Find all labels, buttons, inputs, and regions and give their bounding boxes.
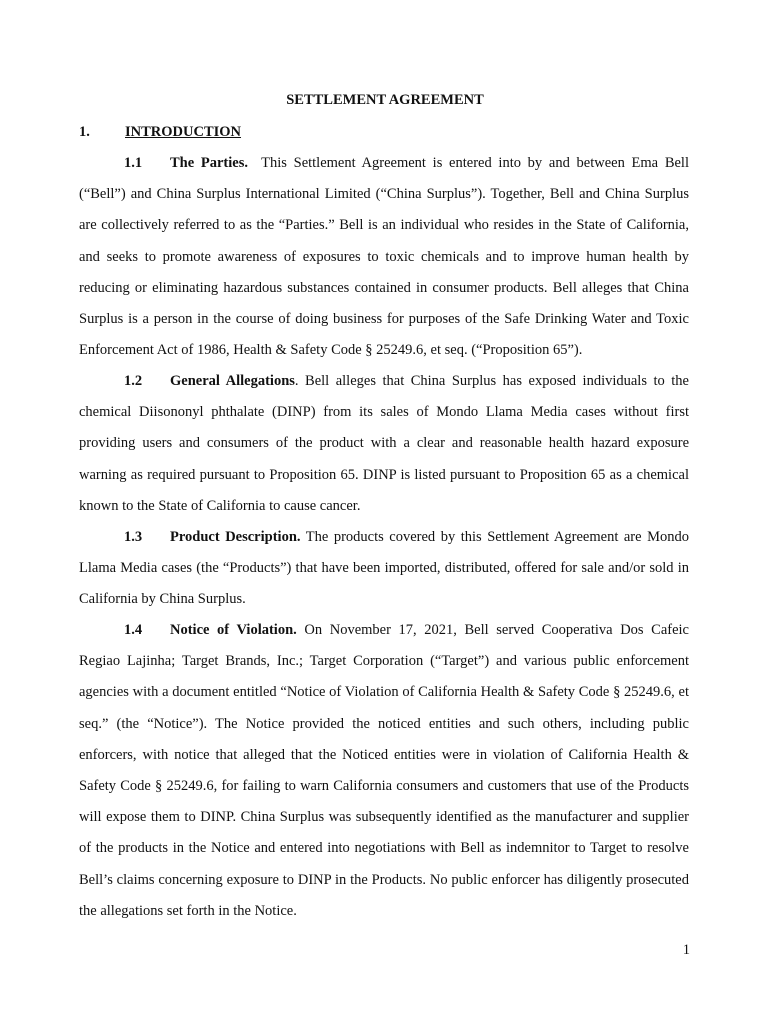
paragraph-heading: General Allegations — [170, 373, 295, 389]
paragraph-number: 1.4 — [124, 622, 143, 638]
paragraph-1-2 — [79, 366, 689, 522]
paragraph-heading: Notice of Violation. — [170, 622, 297, 638]
paragraph-text: . Bell alleges that China Surplus has exposed individuals to the chemical Diisononyl phthalate (DINP) from its sales of Mondo Llama Media cases without first providing users and consumers of the product with a clear and reasonable health hazard exposure warning as required pursuant to Proposition 65. DINP is listed pursuant to Proposition 65 as a chemical known to the State of California to cause cancer. — [79, 373, 689, 514]
document-title: SETTLEMENT AGREEMENT — [286, 92, 484, 108]
paragraph-1-1 — [79, 148, 689, 366]
paragraph-1-4 — [79, 615, 689, 927]
paragraph-number: 1.3 — [124, 529, 143, 545]
paragraph-number: 1.2 — [124, 373, 143, 389]
paragraph-number: 1.1 — [124, 155, 143, 171]
section-title: INTRODUCTION — [125, 124, 242, 140]
paragraph-heading: Product Description. — [170, 529, 301, 545]
paragraph-text: The products covered by this Settlement Agreement are Mondo Llama Media cases (the “Products”) that have been imported, distributed, offered for sale and/or sold in California by China Surplus. — [79, 529, 689, 608]
paragraph-1-3 — [79, 522, 689, 616]
page-number: 1 — [682, 942, 690, 958]
section-heading — [79, 124, 241, 141]
paragraph-heading: The Parties. — [170, 155, 248, 171]
paragraph-text: On November 17, 2021, Bell served Cooperativa Dos Cafeic Regiao Lajinha; Target Brands, Inc.; Target Corporation (“Target”) and various public enforcement agencies with a document entitled “Notice of Violation of California Health & Safety Code § 25249.6, et seq.” (the “Notice”). The Notice provided the noticed entities and such others, including public enforcers, with notice that alleged that the Noticed entities were in violation of California Health & Safety Code § 25249.6, for failing to warn California consumers and customers that use of the Products will expose them to DINP. China Surplus was subsequently identified as the manufacturer and supplier of the products in the Notice and entered into negotiations with Bell as indemnitor to Target to resolve Bell’s claims concerning exposure to DINP in the Products. No public enforcer has diligently prosecuted the allegations set forth in the Notice. — [79, 622, 689, 919]
paragraph-text: This Settlement Agreement is entered into by and between Ema Bell (“Bell”) and China Surplus International Limited (“China Surplus”). Together, Bell and China Surplus are collectively referred to as the “Parties.” Bell is an individual who resides in the State of California, and seeks to promote awareness of exposures to toxic chemicals and to improve human health by reducing or eliminating hazardous substances contained in consumer products. Bell alleges that China Surplus is a person in the course of doing business for purposes of the Safe Drinking Water and Toxic Enforcement Act of 1986, Health & Safety Code § 25249.6, et seq. (“Proposition 65”). — [79, 155, 689, 359]
section-number: 1. — [79, 124, 90, 140]
